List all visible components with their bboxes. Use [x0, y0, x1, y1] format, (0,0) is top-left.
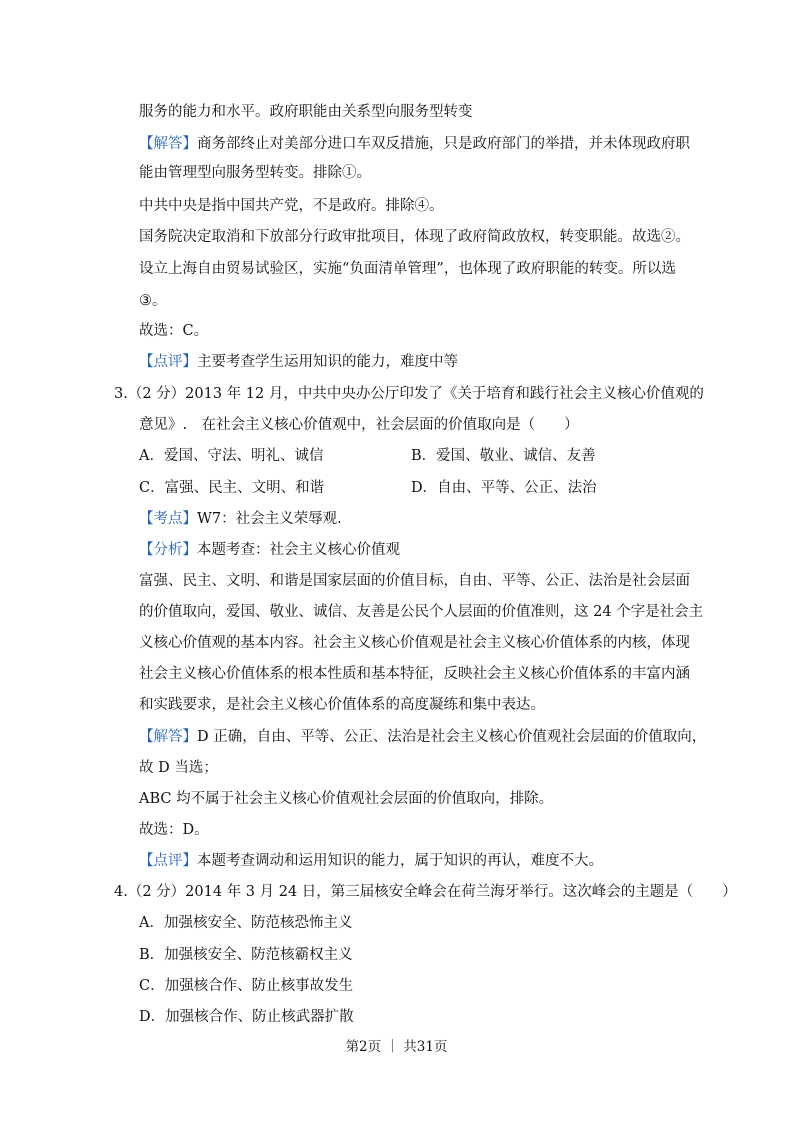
q3-option-c: C．富强、民主、文明、和谐 [139, 480, 325, 496]
q3-option-d: D．自由、平等、公正、法治 [411, 480, 597, 496]
q2-answer-line: 【解答】商务部终止对美部分进口车双反措施，只是政府部门的举措，并未体现政府职 [139, 136, 690, 152]
q3-analysis-line: 义核心价值观的基本内容。社会主义核心价值观是社会主义核心价值体系的内核，体现 [139, 635, 690, 651]
q4-option-b: B．加强核安全、防范核霸权主义 [139, 947, 353, 963]
q3-option-a: A．爱国、守法、明礼、诚信 [139, 448, 324, 464]
q3-analysis-line: 富强、民主、文明、和谐是国家层面的价值目标，自由、平等、公正、法治是社会层面 [139, 573, 690, 589]
q3-stem-line: 3.（2 分）2013 年 12 月，中共中央办公厅印发了《关于培育和践行社会主义核心价值观的 [114, 386, 704, 402]
fenxi-tag: 【分析】 [139, 542, 197, 558]
comment-tag: 【点评】 [139, 853, 197, 869]
q3-stem-line: 意见》. 在社会主义核心价值观中，社会层面的价值取向是（ ） [139, 417, 579, 433]
q2-answer-line: 国务院决定取消和下放部分行政审批项目，体现了政府简政放权，转变职能。故选②。 [139, 229, 690, 245]
answer-tag: 【解答】 [139, 136, 197, 152]
q3-analysis-line: 和实践要求，是社会主义核心价值体系的高度凝练和集中表达。 [139, 697, 545, 713]
q3-option-b: B．爱国、敬业、诚信、友善 [411, 448, 596, 464]
q4-option-d: D．加强核合作、防止核武器扩散 [139, 1009, 354, 1025]
q3-answer-line: 故选：D。 [139, 822, 209, 838]
q3-kaodian: 【考点】W7：社会主义荣辱观. [139, 511, 342, 527]
q4-stem: 4.（2 分）2014 年 3 月 24 日，第三届核安全峰会在荷兰海牙举行。这次峰会的主题是（ ） [114, 884, 737, 900]
kaodian-tag: 【考点】 [139, 511, 197, 527]
q3-answer-line: ABC 均不属于社会主义核心价值观社会层面的价值取向，排除。 [139, 791, 554, 807]
q2-answer-line: 设立上海自由贸易试验区，实施“负面清单管理”，也体现了政府职能的转变。所以选 [139, 261, 676, 277]
q3-answer-line: 【解答】D 正确，自由、平等、公正、法治是社会主义核心价值观社会层面的价值取向， [139, 729, 707, 745]
q3-fenxi: 【分析】本题考查：社会主义核心价值观 [139, 542, 400, 558]
q2-answer-line: ③。 [139, 293, 167, 309]
answer-tag: 【解答】 [139, 729, 197, 745]
question-number: 3. [114, 386, 128, 402]
q3-analysis-line: 的价值取向，爱国、敬业、诚信、友善是公民个人层面的价值准则，这 24 个字是社会主 [139, 604, 704, 620]
q4-option-c: C．加强核合作、防止核事故发生 [139, 978, 354, 994]
q2-analysis-tail: 服务的能力和水平。政府职能由关系型向服务型转变 [139, 104, 473, 120]
q3-answer-line: 故 D 当选； [139, 760, 218, 776]
q2-answer-line: 故选：C。 [139, 323, 209, 339]
q2-comment: 【点评】主要考查学生运用知识的能力，难度中等 [139, 354, 458, 370]
q3-analysis-line: 社会主义核心价值体系的根本性质和基本特征，反映社会主义核心价值体系的丰富内涵 [139, 666, 690, 682]
comment-tag: 【点评】 [139, 354, 197, 370]
question-number: 4. [114, 884, 128, 900]
q2-answer-line: 能由管理型向服务型转变。排除①。 [139, 165, 371, 181]
q3-comment: 【点评】本题考查调动和运用知识的能力，属于知识的再认，难度不大。 [139, 853, 603, 869]
page-footer: 第2页 ｜ 共31页 [345, 1039, 448, 1055]
q4-option-a: A．加强核安全、防范核恐怖主义 [139, 915, 353, 931]
q2-answer-line: 中共中央是指中国共产党，不是政府。排除④。 [139, 198, 444, 214]
